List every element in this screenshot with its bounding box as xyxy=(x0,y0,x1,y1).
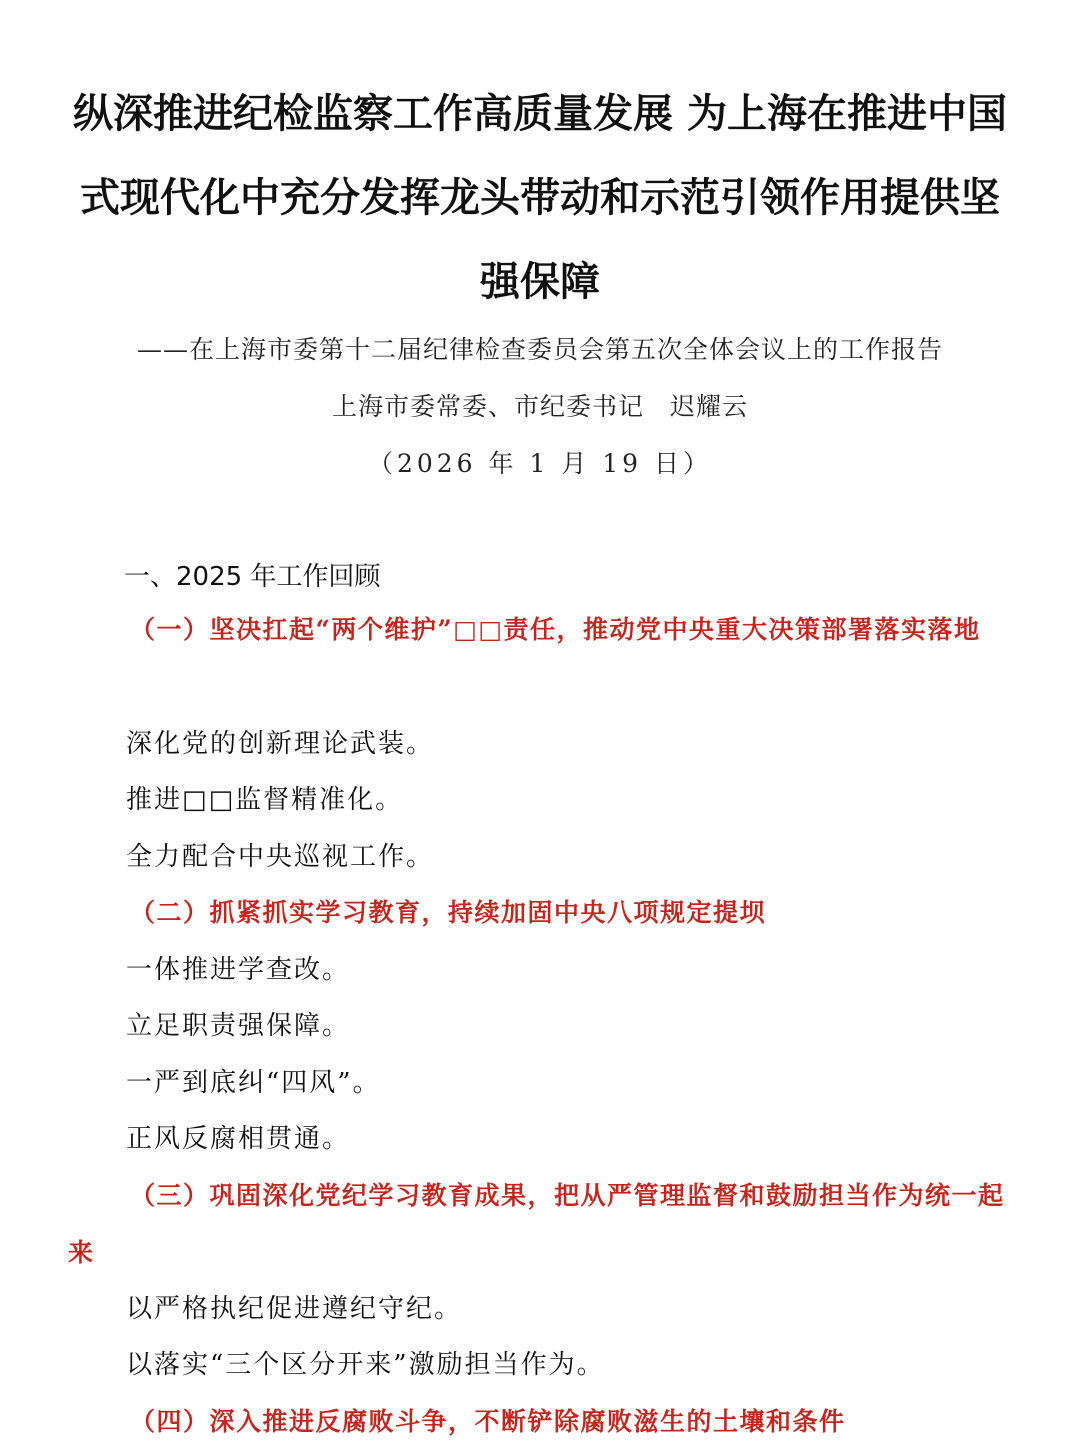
document-title xyxy=(60,72,1020,324)
list-item: 一严到底纠“四风”。 xyxy=(126,1068,381,1098)
report-author: 上海市委常委、市纪委书记 迟耀云 xyxy=(331,392,748,421)
title-line-1: 纵深推进纪检监察工作高质量发展 为上海在推进中国 xyxy=(73,90,1007,137)
subsection-heading-3: （三）巩固深化党纪学习教育成果，把从严管理监督和鼓励担当作为统一起来 xyxy=(68,1181,1005,1267)
subsection-heading-4: （四）深入推进反腐败斗争，不断铲除腐败滋生的土壤和条件 xyxy=(130,1407,846,1436)
list-item: 深化党的创新理论武装。 xyxy=(126,729,435,759)
report-subtitle: ——在上海市委第十二届纪律检查委员会第五次全体会议上的工作报告 xyxy=(136,335,943,364)
list-item: 以落实“三个区分开来”激励担当作为。 xyxy=(126,1350,605,1380)
list-item: 一体推进学查改。 xyxy=(126,955,351,985)
title-line-2: 式现代化中充分发挥龙头带动和示范引领作用提供坚 xyxy=(80,174,1000,221)
subsection-heading-2: （二）抓紧抓实学习教育，持续加固中央八项规定提坝 xyxy=(130,898,767,927)
list-item: 全力配合中央巡视工作。 xyxy=(126,842,435,872)
list-item: 以严格执纪促进遵纪守纪。 xyxy=(126,1294,463,1324)
list-item: 正风反腐相贯通。 xyxy=(126,1124,351,1154)
subsection-heading-1: （一）坚决扛起“两个维护”□□责任，推动党中央重大决策部署落实落地 xyxy=(130,615,981,644)
title-line-3: 强保障 xyxy=(480,258,600,305)
section-heading: 一、2025 年工作回顾 xyxy=(124,562,381,592)
list-item: 推进□□监督精准化。 xyxy=(126,785,404,815)
report-date: （2026 年 1 月 19 日） xyxy=(367,449,713,478)
list-item: 立足职责强保障。 xyxy=(126,1011,351,1041)
